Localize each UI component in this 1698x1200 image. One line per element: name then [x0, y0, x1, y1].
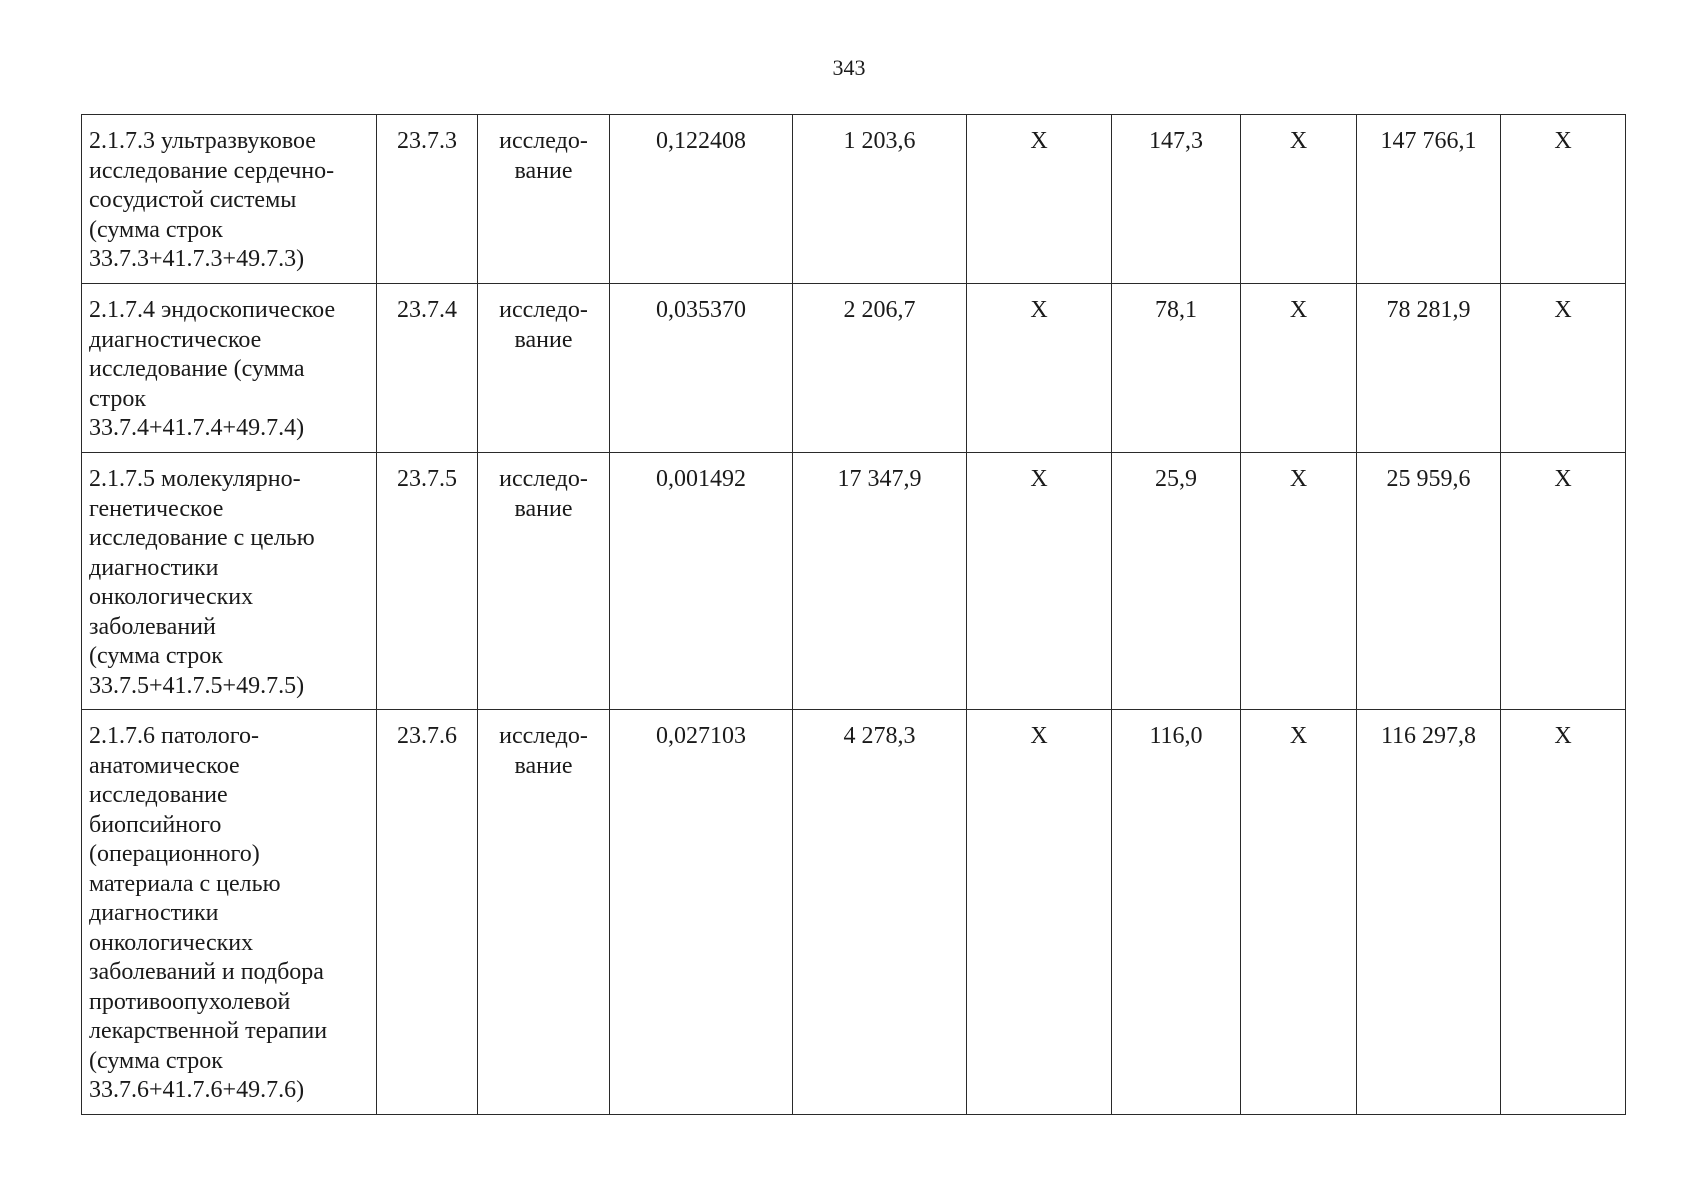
row-code: 23.7.6 [397, 723, 457, 749]
row-cost: 4 278,3 [843, 723, 916, 749]
row-col10: X [1554, 723, 1572, 749]
row-col7: 78,1 [1155, 297, 1197, 323]
row-name-text: 2.1.7.6 патолого- анатомическое исследование биопсийного (операционного) материала с целью диагностики онкологических заболеваний и подбора противоопухолевой лекарственной терапии (сумма строк 33.7.6+41.7.6+49.7.6) [89, 723, 328, 1103]
cell-cost [793, 453, 967, 710]
cell-name [82, 453, 377, 710]
cell-code [377, 284, 478, 453]
row-unit: исследо- вание [499, 297, 588, 353]
cell-col10 [1501, 284, 1626, 453]
row-col10: X [1554, 297, 1572, 323]
cell-unit [478, 115, 610, 284]
row-col8: X [1289, 128, 1308, 154]
table-row [82, 284, 1626, 453]
row-name-text: 2.1.7.5 молекулярно- генетическое исследование с целью диагностики онкологических заболеваний (сумма строк 33.7.5+41.7.5+49.7.5) [89, 466, 315, 699]
row-col9: 25 959,6 [1386, 466, 1471, 492]
row-col8: X [1289, 466, 1308, 492]
cell-col10 [1501, 453, 1626, 710]
row-col7: 147,3 [1149, 128, 1203, 154]
row-volume: 0,001492 [656, 466, 746, 492]
row-name-text: 2.1.7.4 эндоскопическое диагностическое исследование (сумма строк 33.7.4+41.7.4+49.7.4) [89, 297, 336, 441]
cell-cost [793, 710, 967, 1115]
cell-col7 [1112, 710, 1241, 1115]
cell-col7 [1112, 115, 1241, 284]
cell-unit [478, 453, 610, 710]
row-col6: X [1030, 466, 1048, 492]
data-table [81, 114, 1626, 1115]
table-row [82, 115, 1626, 284]
row-col10: X [1554, 466, 1572, 492]
cell-code [377, 710, 478, 1115]
cell-name [82, 115, 377, 284]
cell-name [82, 284, 377, 453]
cell-unit [478, 710, 610, 1115]
cell-col9 [1357, 453, 1501, 710]
row-code: 23.7.5 [397, 466, 457, 492]
cell-cost [793, 115, 967, 284]
cell-unit [478, 284, 610, 453]
cell-volume [610, 710, 793, 1115]
row-unit: исследо- вание [499, 723, 588, 779]
table-row [82, 453, 1626, 710]
cell-col9 [1357, 284, 1501, 453]
cell-col8 [1241, 710, 1357, 1115]
cell-col7 [1112, 453, 1241, 710]
cell-col9 [1357, 710, 1501, 1115]
cell-col9 [1357, 115, 1501, 284]
row-unit: исследо- вание [499, 128, 588, 184]
row-col8: X [1289, 723, 1308, 749]
cell-col8 [1241, 453, 1357, 710]
row-cost: 2 206,7 [843, 297, 916, 323]
cell-col6 [967, 115, 1112, 284]
row-col6: X [1030, 297, 1048, 323]
cell-col6 [967, 284, 1112, 453]
row-unit: исследо- вание [499, 466, 588, 522]
cell-volume [610, 115, 793, 284]
cell-col8 [1241, 115, 1357, 284]
row-col9: 147 766,1 [1380, 128, 1477, 154]
table-row [82, 710, 1626, 1115]
row-col10: X [1554, 128, 1572, 154]
row-code: 23.7.4 [397, 297, 457, 323]
row-col6: X [1030, 723, 1048, 749]
cell-volume [610, 453, 793, 710]
page-number: 343 [832, 55, 866, 80]
cell-col10 [1501, 115, 1626, 284]
cell-col8 [1241, 284, 1357, 453]
cell-col6 [967, 453, 1112, 710]
row-cost: 1 203,6 [843, 128, 916, 154]
cell-volume [610, 284, 793, 453]
cell-code [377, 453, 478, 710]
row-name-text: 2.1.7.3 ультразвуковое исследование сердечно- сосудистой системы (сумма строк 33.7.3+41.7.3+49.7.3) [89, 128, 335, 272]
row-volume: 0,122408 [656, 128, 746, 154]
row-volume: 0,027103 [656, 723, 746, 749]
cell-col6 [967, 710, 1112, 1115]
row-cost: 17 347,9 [837, 466, 922, 492]
row-volume: 0,035370 [656, 297, 746, 323]
row-col9: 116 297,8 [1380, 723, 1477, 749]
cell-name [82, 710, 377, 1115]
row-col8: X [1289, 297, 1308, 323]
row-col7: 116,0 [1149, 723, 1203, 749]
cell-col10 [1501, 710, 1626, 1115]
row-col7: 25,9 [1155, 466, 1197, 492]
row-code: 23.7.3 [397, 128, 457, 154]
cell-col7 [1112, 284, 1241, 453]
row-col6: X [1030, 128, 1048, 154]
row-col9: 78 281,9 [1386, 297, 1471, 323]
cell-code [377, 115, 478, 284]
cell-cost [793, 284, 967, 453]
